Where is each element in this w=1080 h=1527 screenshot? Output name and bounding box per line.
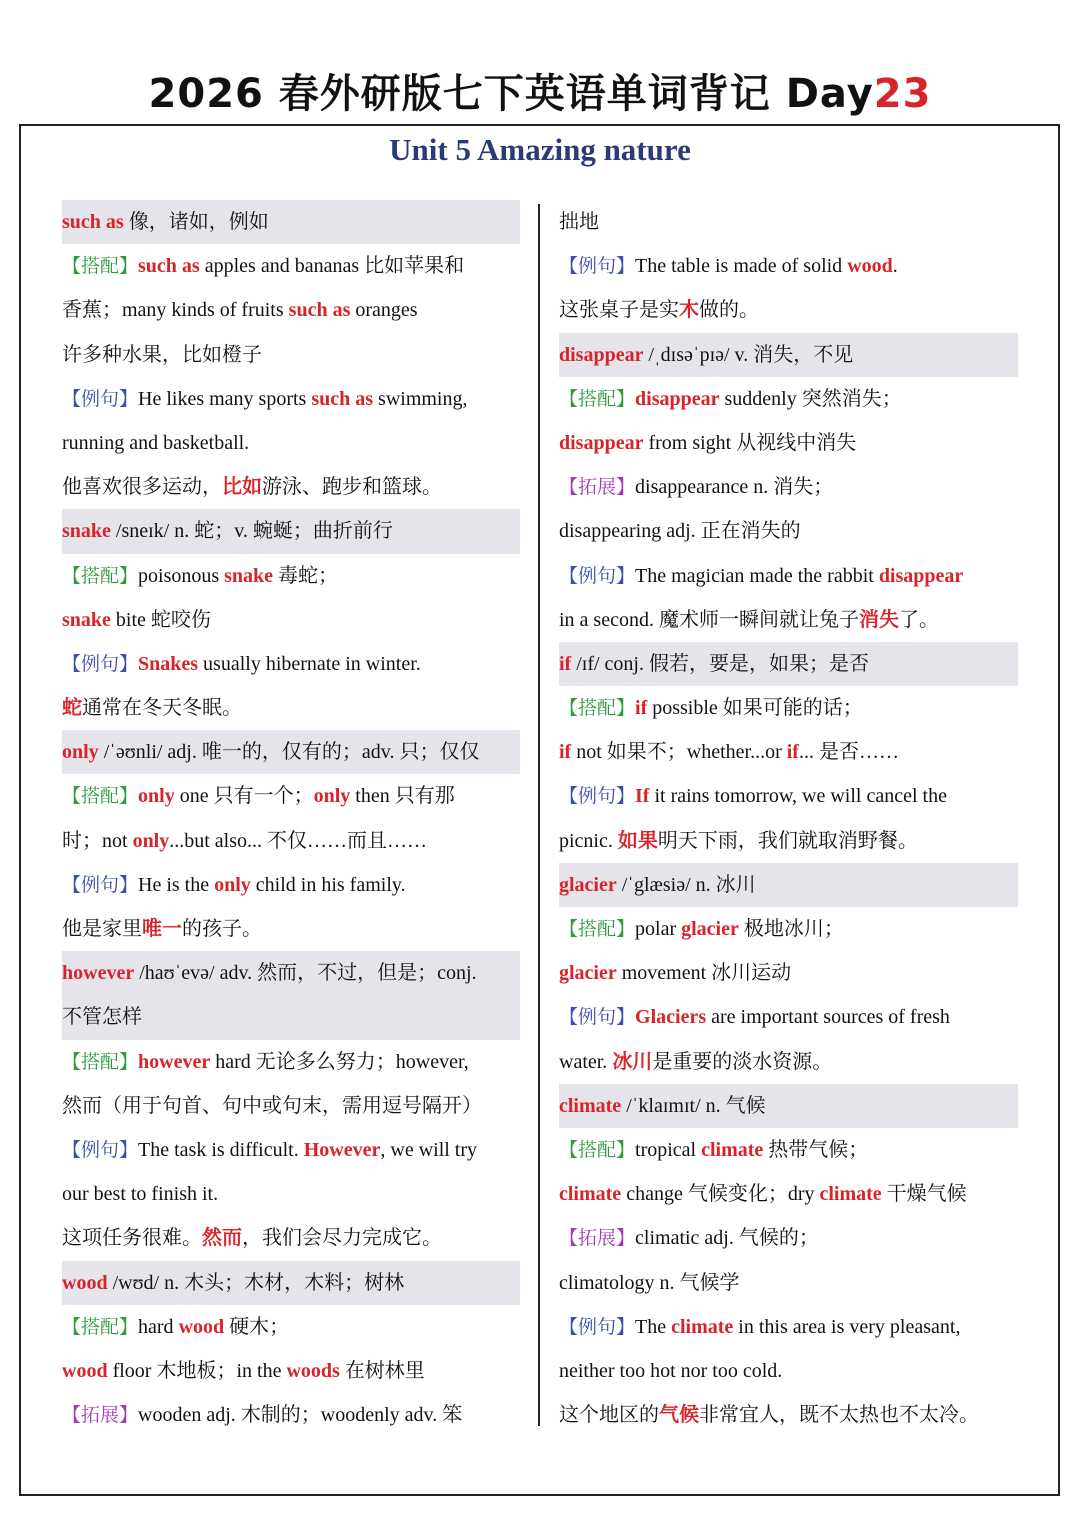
entry-line xyxy=(559,465,1018,509)
line-text: in a second. 魔术师一瞬间就让兔子 xyxy=(559,608,859,631)
line-text: 的孩子。 xyxy=(182,918,262,940)
headword-line xyxy=(62,1261,520,1305)
keyword-highlight: disappear xyxy=(878,564,964,587)
keyword-highlight: wood xyxy=(178,1315,225,1338)
line-text: The table is made of solid xyxy=(635,255,848,278)
keyword-highlight: 冰川 xyxy=(612,1050,653,1073)
section-tag: 【拓展】 xyxy=(559,476,636,499)
entry-line xyxy=(62,377,520,421)
line-text: child in his family. xyxy=(250,873,406,896)
keyword-highlight: climate xyxy=(819,1183,882,1206)
headword-definition: 像，诸如，例如 xyxy=(123,211,269,233)
keyword-highlight: If xyxy=(635,785,650,808)
headword-definition: /ˈglæsiə/ n. 冰川 xyxy=(616,873,756,896)
headword-line xyxy=(559,1084,1018,1128)
line-text: The task is difficult. xyxy=(138,1138,304,1161)
keyword-highlight: however xyxy=(138,1050,211,1073)
line-text: 香蕉；many kinds of fruits xyxy=(62,299,289,322)
entry-line xyxy=(559,1128,1018,1172)
line-text: are important sources of fresh xyxy=(706,1006,950,1029)
line-text: neither too hot nor too cold. xyxy=(559,1359,783,1382)
entry-line xyxy=(559,1261,1018,1305)
headword-definition: /wʊd/ n. 木头；木材，木料；树林 xyxy=(107,1271,405,1294)
entry-line xyxy=(62,907,520,951)
line-text: one 只有一个； xyxy=(174,785,314,808)
entry-line xyxy=(62,598,520,642)
line-text: floor 木地板；in the xyxy=(107,1359,287,1382)
entry-line xyxy=(62,288,520,332)
entry-line xyxy=(62,863,520,907)
entry-line xyxy=(62,686,520,730)
line-text: from sight 从视线中消失 xyxy=(643,431,857,454)
keyword-highlight: 气候 xyxy=(659,1404,699,1427)
line-text: oranges xyxy=(350,299,418,322)
headword: glacier xyxy=(559,873,617,896)
entry-line xyxy=(559,774,1018,818)
line-text: 做的。 xyxy=(699,299,759,322)
line-text: swimming, xyxy=(373,387,468,410)
section-tag: 【拓展】 xyxy=(559,1227,636,1250)
headword-continuation xyxy=(62,995,520,1039)
keyword-highlight: only xyxy=(138,785,175,808)
headword-definition: /ˈəʊnli/ adj. 唯一的，仅有的；adv. 只；仅仅 xyxy=(98,741,480,764)
section-tag: 【搭配】 xyxy=(559,918,636,940)
line-text: 明天下雨，我们就取消野餐。 xyxy=(657,829,918,852)
keyword-highlight: such as xyxy=(311,387,374,410)
line-text: 通常在冬天冬眠。 xyxy=(82,697,242,720)
line-text: ... 是否…… xyxy=(798,741,899,764)
headword-line xyxy=(62,730,520,774)
line-text: 不管怎样 xyxy=(62,1006,142,1029)
line-text: . xyxy=(892,255,898,278)
keyword-highlight: climate xyxy=(671,1315,734,1338)
line-text: then 只有那 xyxy=(350,785,455,808)
section-tag: 【例句】 xyxy=(62,1138,139,1161)
line-text: 这个地区的 xyxy=(559,1404,659,1427)
headword-definition: /ˌdɪsəˈpɪə/ v. 消失，不见 xyxy=(643,343,854,366)
section-tag: 【搭配】 xyxy=(62,785,139,808)
line-text: poisonous xyxy=(138,564,225,587)
entry-line xyxy=(559,730,1018,774)
section-tag: 【搭配】 xyxy=(559,1138,636,1161)
line-text: suddenly 突然消失； xyxy=(719,387,902,410)
headword: only xyxy=(62,741,99,764)
keyword-highlight: 唯一 xyxy=(142,918,182,940)
line-text: climatology n. 气候学 xyxy=(559,1271,740,1294)
keyword-highlight: 比如 xyxy=(222,476,262,499)
keyword-highlight: snake xyxy=(62,608,111,631)
entry-line xyxy=(62,774,520,818)
line-text: 非常宜人，既不太热也不太冷。 xyxy=(699,1404,979,1427)
line-text: hard xyxy=(138,1315,179,1338)
keyword-highlight: such as xyxy=(288,299,351,322)
headword: snake xyxy=(62,520,111,543)
section-tag: 【例句】 xyxy=(559,1006,636,1029)
section-tag: 【例句】 xyxy=(559,1315,636,1338)
entry-line xyxy=(62,333,520,377)
section-tag: 【例句】 xyxy=(62,652,139,675)
line-text: He is the xyxy=(138,873,215,896)
entry-line xyxy=(559,1393,1018,1437)
line-text: change 气候变化；dry xyxy=(621,1183,820,1206)
entry-line xyxy=(62,554,520,598)
headword-line xyxy=(62,200,520,244)
section-tag: 【例句】 xyxy=(559,564,636,587)
line-text: 了。 xyxy=(898,608,939,631)
line-text: 拙地 xyxy=(559,211,599,233)
entry-line xyxy=(559,509,1018,553)
entry-line xyxy=(559,554,1018,598)
line-text: 硬木； xyxy=(224,1315,290,1338)
headword-definition: /sneɪk/ n. 蛇；v. 蜿蜒；曲折前行 xyxy=(110,520,393,543)
line-text: 游泳、跑步和篮球。 xyxy=(262,476,442,499)
section-tag: 【搭配】 xyxy=(62,1315,139,1338)
headword: wood xyxy=(62,1271,108,1294)
entry-line xyxy=(559,1172,1018,1216)
keyword-highlight: 消失 xyxy=(858,608,899,631)
keyword-highlight: climate xyxy=(701,1138,764,1161)
keyword-highlight: disappear xyxy=(559,431,644,454)
line-text: 在树林里 xyxy=(339,1359,425,1382)
entry-line xyxy=(62,244,520,288)
headword-line xyxy=(559,863,1018,907)
line-text: 这张桌子是实 xyxy=(559,299,679,322)
keyword-highlight: 木 xyxy=(679,299,699,322)
line-text: picnic. xyxy=(559,829,618,852)
line-text: disappearing adj. 正在消失的 xyxy=(559,520,801,543)
entry-line xyxy=(559,598,1018,642)
entry-line xyxy=(62,819,520,863)
entry-line xyxy=(559,819,1018,863)
keyword-highlight: only xyxy=(132,829,170,852)
headword-line xyxy=(62,951,520,995)
keyword-highlight: However xyxy=(303,1138,381,1161)
section-tag: 【拓展】 xyxy=(62,1404,139,1427)
headword: such as xyxy=(62,211,124,233)
entry-line xyxy=(62,1349,520,1393)
line-text: running and basketball. xyxy=(62,431,250,454)
line-text: climatic adj. 气候的； xyxy=(635,1227,819,1250)
entry-line xyxy=(62,642,520,686)
line-text: 他喜欢很多运动， xyxy=(62,476,222,499)
page-title-prefix: 2026 春外研版七下英语单词背记 Day xyxy=(148,71,874,117)
entry-line xyxy=(559,951,1018,995)
line-text: 他是家里 xyxy=(62,918,142,940)
keyword-highlight: woods xyxy=(286,1359,340,1382)
keyword-highlight: if xyxy=(559,741,572,764)
keyword-highlight: climate xyxy=(559,1183,622,1206)
line-text: 这项任务很难。 xyxy=(62,1227,202,1250)
entry-line xyxy=(559,995,1018,1039)
unit-title: Unit 5 Amazing nature xyxy=(389,132,691,167)
section-tag: 【搭配】 xyxy=(62,564,139,587)
line-text: tropical xyxy=(635,1138,702,1161)
line-text: The xyxy=(635,1315,672,1338)
line-text: wooden adj. 木制的；woodenly adv. 笨 xyxy=(138,1404,463,1427)
entry-line xyxy=(559,377,1018,421)
line-text: 是重要的淡水资源。 xyxy=(652,1050,833,1073)
line-text: movement 冰川运动 xyxy=(616,962,792,985)
keyword-highlight: 然而 xyxy=(202,1227,242,1250)
line-text: ...but also... 不仅……而且…… xyxy=(169,829,428,852)
entry-line xyxy=(62,465,520,509)
headword-definition: /ˈklaɪmɪt/ n. 气候 xyxy=(621,1094,766,1117)
keyword-highlight: 如果 xyxy=(617,829,658,852)
entry-line xyxy=(559,244,1018,288)
headword: climate xyxy=(559,1094,622,1117)
line-text: The magician made the rabbit xyxy=(635,564,879,587)
line-text: 极地冰川； xyxy=(738,918,844,940)
headword: however xyxy=(62,962,135,985)
keyword-highlight: wood xyxy=(847,255,893,278)
line-text: 时；not xyxy=(62,829,133,852)
entry-line xyxy=(559,1349,1018,1393)
line-text: 热带气候； xyxy=(763,1138,869,1161)
headword: disappear xyxy=(559,343,644,366)
page-title xyxy=(0,62,1080,119)
left-column xyxy=(62,200,520,1437)
entry-line xyxy=(62,1393,520,1437)
keyword-highlight: 蛇 xyxy=(62,697,82,720)
section-tag: 【搭配】 xyxy=(559,387,636,410)
keyword-highlight: snake xyxy=(224,564,274,587)
entry-line xyxy=(559,288,1018,332)
keyword-highlight: glacier xyxy=(559,962,617,985)
entry-line xyxy=(62,1172,520,1216)
line-text: usually hibernate in winter. xyxy=(198,652,421,675)
line-text: ，我们会尽力完成它。 xyxy=(242,1227,442,1250)
line-text: disappearance n. 消失； xyxy=(635,476,834,499)
line-text: 许多种水果，比如橙子 xyxy=(62,343,262,366)
entry-line xyxy=(62,1216,520,1260)
keyword-highlight: if xyxy=(635,697,648,720)
line-text: not 如果不；whether...or xyxy=(571,741,787,764)
headword-line xyxy=(559,333,1018,377)
line-text: apples and bananas 比如苹果和 xyxy=(199,255,465,278)
section-tag: 【搭配】 xyxy=(62,1050,139,1073)
keyword-highlight: only xyxy=(214,873,251,896)
line-text: our best to finish it. xyxy=(62,1183,219,1206)
day-number: 23 xyxy=(873,71,932,117)
section-tag: 【搭配】 xyxy=(559,697,636,720)
entry-line xyxy=(62,1128,520,1172)
headword-definition: /haʊˈevə/ adv. 然而，不过，但是；conj. xyxy=(134,962,477,985)
entry-line xyxy=(559,686,1018,730)
section-tag: 【例句】 xyxy=(62,387,139,410)
keyword-highlight: only xyxy=(313,785,351,808)
keyword-highlight: Glaciers xyxy=(635,1006,707,1029)
line-text: 然而（用于句首、句中或句末，需用逗号隔开） xyxy=(62,1094,482,1117)
line-text: , we will try xyxy=(380,1138,478,1161)
line-text: polar xyxy=(635,918,682,940)
entry-line xyxy=(559,1216,1018,1260)
headword-line xyxy=(559,642,1018,686)
entry-line xyxy=(559,907,1018,951)
keyword-highlight: disappear xyxy=(635,387,720,410)
line-text: water. xyxy=(559,1050,613,1073)
headword: if xyxy=(559,652,572,675)
entry-line xyxy=(559,200,1018,244)
keyword-highlight: if xyxy=(786,741,799,764)
line-text: He likes many sports xyxy=(138,387,312,410)
entry-line xyxy=(559,1305,1018,1349)
entry-line xyxy=(559,1040,1018,1084)
column-divider xyxy=(538,204,540,1426)
entry-line xyxy=(559,421,1018,465)
line-text: 干燥气候 xyxy=(881,1183,967,1206)
keyword-highlight: wood xyxy=(62,1359,108,1382)
line-text: hard 无论多么努力；however, xyxy=(210,1050,469,1073)
keyword-highlight: such as xyxy=(138,255,200,278)
line-text: it rains tomorrow, we will cancel the xyxy=(649,785,947,808)
headword-definition: /ɪf/ conj. 假若，要是，如果；是否 xyxy=(571,652,869,675)
entry-line xyxy=(62,421,520,465)
keyword-highlight: glacier xyxy=(681,918,739,940)
keyword-highlight: Snakes xyxy=(138,652,199,675)
line-text: 毒蛇； xyxy=(273,564,339,587)
entry-line xyxy=(62,1305,520,1349)
section-tag: 【例句】 xyxy=(559,255,636,278)
right-column xyxy=(559,200,1018,1437)
headword-line xyxy=(62,509,520,553)
line-text: in this area is very pleasant, xyxy=(733,1315,961,1338)
line-text: possible 如果可能的话； xyxy=(647,697,863,720)
line-text: bite 蛇咬伤 xyxy=(110,608,211,631)
section-tag: 【例句】 xyxy=(62,873,139,896)
section-tag: 【例句】 xyxy=(559,785,636,808)
entry-line xyxy=(62,1040,520,1084)
entry-line xyxy=(62,1084,520,1128)
section-tag: 【搭配】 xyxy=(62,255,139,278)
